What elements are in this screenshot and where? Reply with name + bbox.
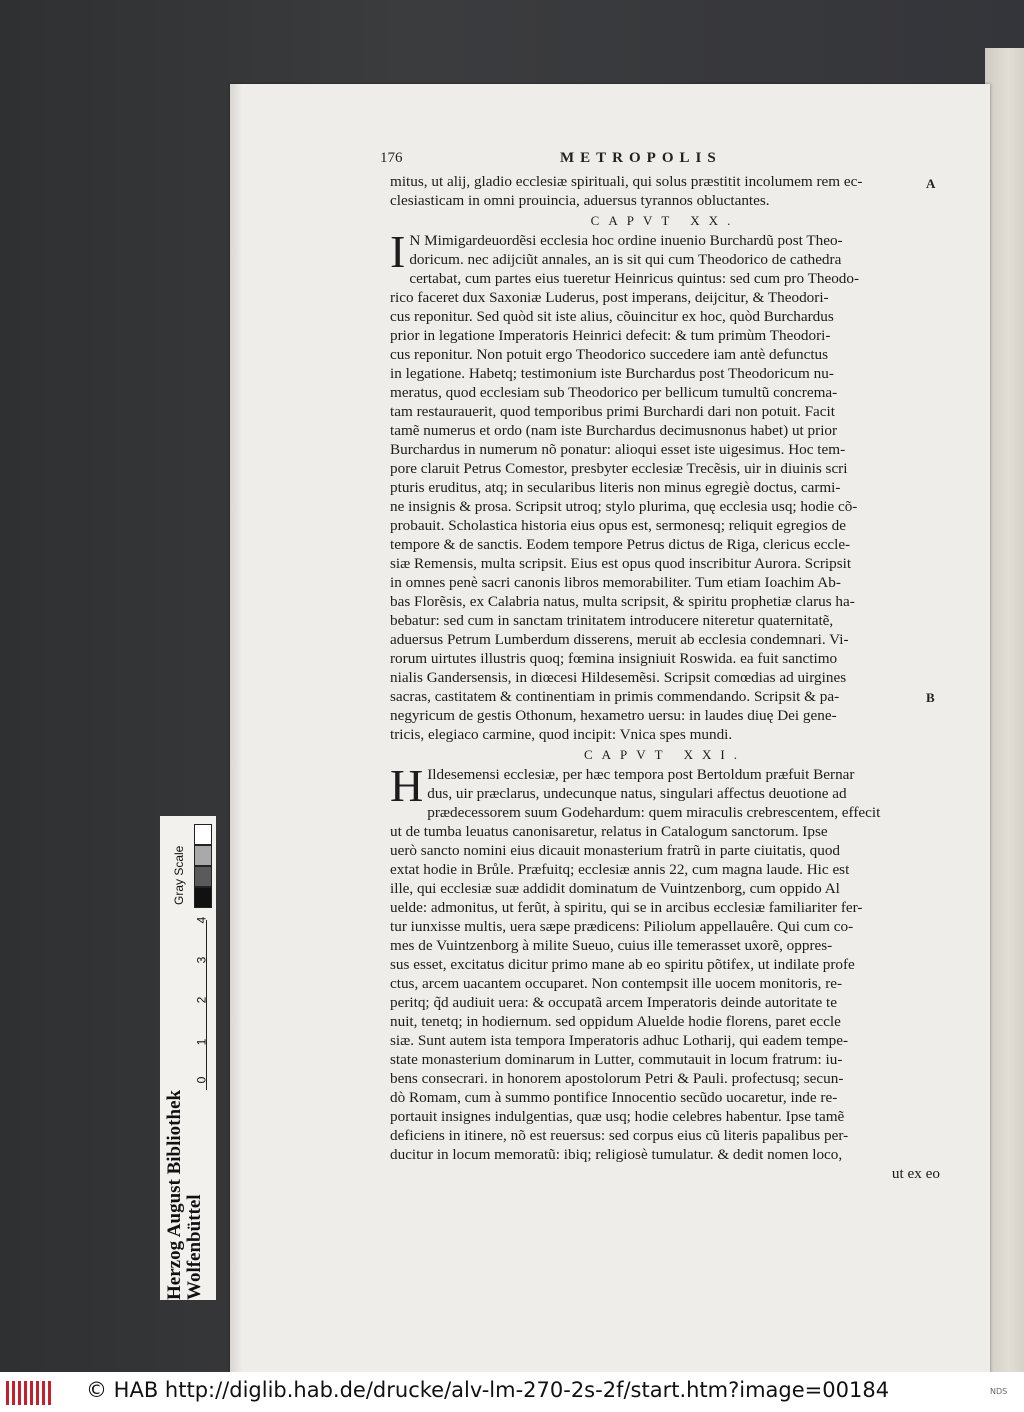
page-gutter-shadow (230, 84, 242, 1390)
text-line: probauit. Scholastica historia eius opus est, sermonesq; reliquit egregios de (390, 517, 846, 534)
text-line: dò Romam, cum à summo pontifice Innocentio secũdo uocaretur, inde re- (390, 1089, 838, 1106)
text-line: tamẽ numerus et ordo (nam iste Burchardus decimusnonus habet) ut prior (390, 422, 838, 439)
drop-initial: H (390, 760, 424, 811)
margin-letter-a: A (926, 176, 936, 191)
text-line: bens consecrari. in honorem apostolorum Petri & Pauli. profectusq; secun- (390, 1070, 844, 1087)
text-line: pturis eruditus, atq; in secularibus literis non minus egregiè doctus, carmi- (390, 479, 841, 496)
text-line: N Mimigardeuordẽsi ecclesia hoc ordine inuenio Burchardũ post Theo- (409, 232, 843, 249)
text-line: portauit insignes indulgentias, quæ usq; hodie celebres habentur. Ipse tamẽ (390, 1108, 845, 1125)
text-line: tempore & de sanctis. Eodem tempore Petrus dictus de Riga, clericus eccle- (390, 536, 851, 553)
ruler-number: 3 (194, 956, 209, 964)
text-line: meratus, quod ecclesiam sub Theodorico per bellicum tumultũ concrema- (390, 384, 838, 401)
catchword: ut ex eo (891, 1165, 940, 1182)
ruler-number: 1 (194, 1038, 209, 1046)
text-line: extat hodie in Brůle. Præfuitq; ecclesiæ annis 22, cum magna laude. Hic est (390, 861, 850, 878)
text-line: dus, uir præclarus, undecunque natus, singulari affectus deuotione ad (427, 785, 847, 802)
text-line: in omnes penè sacri canonis libros memorabiliter. Tum etiam Ioachim Ab- (390, 574, 841, 591)
chapter-21-lines (390, 760, 940, 1164)
text-line: rico faceret dux Saxoniæ Luderus, post imperans, deijcitur, & Theodori- (390, 289, 829, 306)
text-line: ducitur in locum memoratũ: ibiq; religiosè tumulatur. & dedit nomen loco, (390, 1146, 843, 1163)
text-line: ille, qui ecclesiæ suæ addidit dominatum de Vuintzenborg, cum oppido Al (390, 880, 840, 897)
ruler-number: 2 (194, 996, 209, 1004)
text-line: nuit, tenetq; in hodiernum. sed oppidum Aluelde hodie florens, paret eccle (390, 1013, 841, 1030)
hab-logo-icon[interactable] (6, 1381, 66, 1405)
text-line: peritq; q̃d audiuit uera: & occupatã arcem Imperatoris deinde autoritate te (390, 994, 838, 1011)
page-header (380, 150, 940, 172)
text-line: state monasterium dominarum in Lutter, commutauit in locum fratrum: iu- (390, 1051, 843, 1068)
text-line: Burchardus in numerum nõ ponatur: alioqui esset iste uigesimus. Hoc tem- (390, 441, 846, 458)
text-line: uelde: admonitus, ut ferũt, à spiritu, qui se in arcibus ecclesiæ familiariter fer- (390, 899, 863, 916)
text-line: in legatione. Habetq; testimonium iste Burchardus post Theodoricum nu- (390, 365, 834, 382)
intro-paragraph (390, 172, 940, 210)
text-line: mitus, ut alij, gladio ecclesiæ spirituali, qui solus præstitit incolumem rem ec- (390, 173, 863, 190)
text-line: sacras, castitatem & continentiam in primis commendando. Scripsit & pa- (390, 688, 840, 705)
gray-patch (194, 887, 212, 908)
copyright-url-link[interactable]: © HAB http://diglib.hab.de/drucke/alv-lm-270-2s-2f/start.htm?image=00184 (86, 1378, 890, 1402)
text-line: sus esset, excitatus dicitur primo mane ab eo spiritu põtifex, ut indilate profe (390, 956, 855, 973)
book-page (230, 84, 990, 1390)
adjacent-page-edge (985, 48, 1024, 1372)
text-line: nialis Gandersensis, in diœcesi Hildesemẽsi. Scripsit comœdias ad uirgines (390, 669, 847, 686)
text-line: bas Florẽsis, ex Calabria natus, multa scripsit, & spiritu prophetiæ clarus ha- (390, 593, 855, 610)
text-line: mes de Vuintzenborg à milite Sueuo, cuius ille temerasset uxorẽ, oppres- (390, 937, 833, 954)
text-line: uerò sancto nomini eius dicauit monasterium fratrũ in parte ciuitatis, quod (390, 842, 841, 859)
running-title: METROPOLIS (560, 150, 722, 166)
text-line: siæ. Sunt autem ista tempora Imperatoris adhuc Lotharij, qui eadem tempe- (390, 1032, 849, 1049)
chapter-heading-21: CAPVT XXI. (584, 747, 746, 762)
text-line: Ildesemensi ecclesiæ, per hæc tempora post Bertoldum præfuit Bernar (427, 766, 855, 783)
text-line: cus reponitur. Non potuit ergo Theodorico succedere iam antè defunctus (390, 346, 829, 363)
chapter-21-paragraph (390, 760, 940, 1164)
chapter-20-lines (390, 226, 940, 744)
text-line: deficiens in itinere, nõ est reuersus: sed corpus eius cũ literis papalibus per- (390, 1127, 849, 1144)
gray-patch (194, 845, 212, 866)
margin-letter-b: B (926, 690, 935, 705)
viewer-footer (0, 1372, 1024, 1412)
text-line: tam restaurauerit, quod temporibus primi Burchardi dari non potuit. Facit (390, 403, 835, 420)
text-line: cus reponitur. Sed quòd sit iste alius, cõuincitur ex hoc, quòd Burchardus (390, 308, 834, 325)
text-line: aduersus Petrum Lumberdum disserens, meruit ab ecclesia condemnari. Vi- (390, 631, 849, 648)
text-line: tur iunxisse multis, uera sæpe prædicens: Piliolum appellauêre. Qui cum co- (390, 918, 854, 935)
page-number: 176 (380, 150, 403, 166)
gray-scale-label: Gray Scale (172, 845, 186, 905)
text-line: rorum uirtutes illustris quoq; fœmina insigniuit Roswida. ea fuit sanctimo (390, 650, 838, 667)
main-text (390, 172, 940, 1183)
text-line: ctus, arcem uacantem occuparet. Non contempsit ille uocem monitoris, re- (390, 975, 843, 992)
text-line: prædecessorem suum Godehardum: quem miraculis crebrescentem, effecit (427, 804, 881, 821)
text-line: clesiasticam in omni prouincia, aduersus tyrannos obluctantes. (390, 192, 770, 209)
text-line: ne insignis & prosa. Scripsit utroq; stylo plurima, quę ecclesia usq; hodie cõ- (390, 498, 858, 515)
text-line: bebatur: sed cum in sanctam trinitatem introducere niteretur quaternitatẽ, (390, 612, 834, 629)
library-name-line2: Wolfenbüttel (184, 1194, 205, 1300)
text-line: prior in legatione Imperatoris Heinrici defecit: & tum primùm Theodori- (390, 327, 831, 344)
text-line: negyricum de gestis Othonum, hexametro uersu: in laudes diuę Dei gene- (390, 707, 837, 724)
text-line: ut de tumba leuatus canonisaretur, relatus in Catalogum sanctorum. Ipse (390, 823, 828, 840)
library-name-line1: Herzog August Bibliothek (164, 1089, 185, 1300)
text-line: pore claruit Petrus Comestor, presbyter ecclesiæ Trecẽsis, uir in diuinis scri (390, 460, 848, 477)
text-line: tricis, elegiaco carmine, quod incipit: Vnica spes mundi. (390, 726, 733, 743)
text-line: doricum. nec adijciũt annales, an is sit qui cum Theodorico de cathedra (409, 251, 842, 268)
footer-small-text: NDS (990, 1387, 1008, 1396)
drop-initial: I (390, 226, 406, 277)
chapter-20-paragraph (390, 226, 940, 744)
ruler-number: 4 (194, 916, 209, 924)
gray-patch (194, 824, 212, 845)
text-line: siæ Remensis, multa scripsit. Eius est opus quod inscribitur Aurora. Scripsit (390, 555, 852, 572)
ruler (206, 920, 215, 1090)
ruler-number: 0 (194, 1076, 209, 1084)
gray-patch (194, 866, 212, 887)
library-label (165, 1090, 205, 1300)
gray-patches (194, 824, 212, 910)
text-line: certabat, cum partes eius tueretur Heinricus quintus: sed cum pro Theodo- (409, 270, 860, 287)
chapter-heading-20: CAPVT XX. (590, 213, 740, 228)
